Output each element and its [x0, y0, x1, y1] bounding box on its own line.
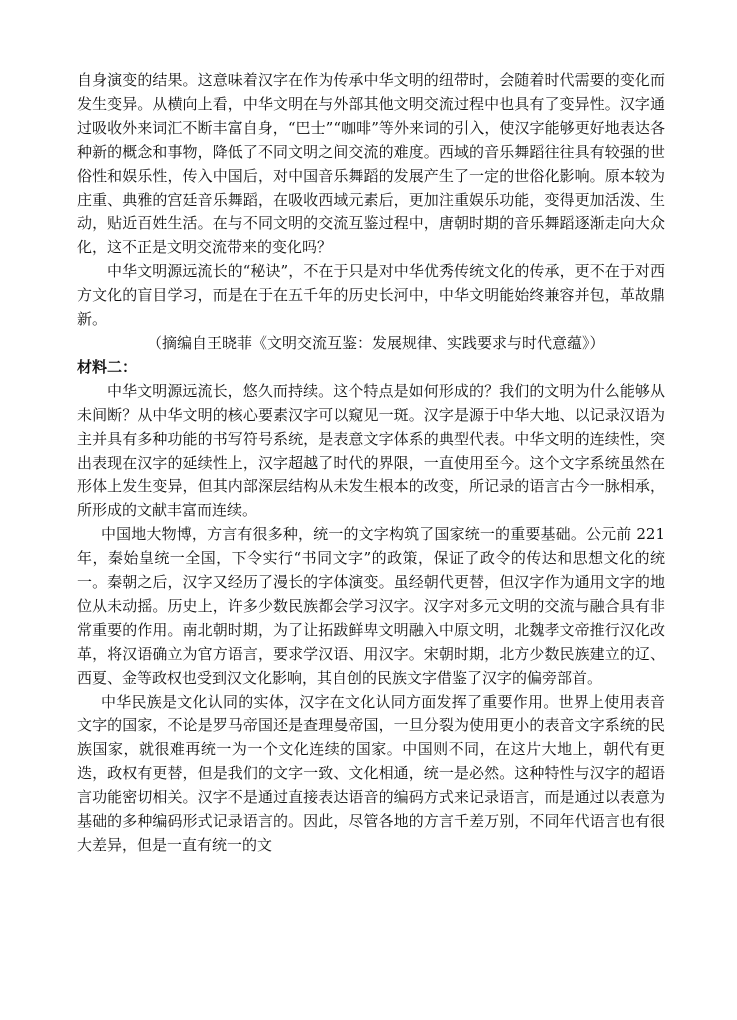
paragraph-cultural-identity: 中华民族是文化认同的实体，汉字在文化认同方面发挥了重要作用。世界上使用表音文字的国家，不论是罗马帝国还是查理曼帝国，一旦分裂为使用更小的表音文字系统的民族国家，就很难再统一为一个文化连续的国家。中国则不同，在这片大地上，朝代有更迭，政权有更替，但是我们的文字一致、文化相通，统一是必然。这种特性与汉字的超语言功能密切相关。汉字不是通过直接表达语音的编码方式来记录语言，而是通过以表意为基础的多种编码形式记录语言的。因此，尽管各地的方言千差万别，不同年代语言也有很大差异，但是一直有统一的文	[77, 692, 665, 854]
paragraph-continuity: 中华文明源远流长，悠久而持续。这个特点是如何形成的？我们的文明为什么能够从未间断？从中华文明的核心要素汉字可以窥见一斑。汉字是源于中华大地、以记录汉语为主并具有多种功能的书写符号系统，是表意文字体系的典型代表。中华文明的连续性，突出表现在汉字的延续性上，汉字超越了时代的界限，一直使用至今。这个文字系统虽然在形体上发生变异，但其内部深层结构从未发生根本的改变，所记录的语言古今一脉相承，所形成的文献丰富而连续。	[77, 381, 665, 520]
material-two-heading: 材料二：	[77, 357, 138, 376]
paragraph-material-one-continued: 自身演变的结果。这意味着汉字在作为传承中华文明的纽带时，会随着时代需要的变化而发生变异。从横向上看，中华文明在与外部其他文明交流过程中也具有了变异性。汉字通过吸收外来词汇不断丰富自身，“巴士”“咖啡”等外来词的引入，使汉字能够更好地表达各种新的概念和事物，降低了不同文明之间交流的难度。西域的音乐舞蹈往往具有较强的世俗性和娱乐性，传入中国后，对中国音乐舞蹈的发展产生了一定的世俗化影响。原本较为庄重、典雅的宫廷音乐舞蹈，在吸收西域元素后，更加注重娱乐功能，变得更加活泼、生动，贴近百姓生活。在与不同文明的交流互鉴过程中，唐朝时期的音乐舞蹈逐渐走向大众化，这不正是文明交流带来的变化吗？	[77, 71, 665, 257]
source-citation: （摘编自王晓菲《文明交流互鉴：发展规律、实践要求与时代意蕴》）	[147, 333, 605, 352]
document-page	[77, 69, 665, 858]
paragraph-secret-of-civilization: 中华文明源远流长的“秘诀”，不在于只是对中华优秀传统文化的传承，更不在于对西方文化的盲目学习，而是在于在五千年的历史长河中，中华文明能始终兼容并包，革故鼎新。	[77, 262, 665, 329]
paragraph-unified-script: 中国地大物博，方言有很多种，统一的文字构筑了国家统一的重要基础。公元前 221 年，秦始皇统一全国，下令实行“书同文字”的政策，保证了政令的传达和思想文化的统一。秦朝之后，汉字又经历了漫长的字体演变。虽经朝代更替，但汉字作为通用文字的地位从未动摇。历史上，许多少数民族都会学习汉字。汉字对多元文明的交流与融合具有非常重要的作用。南北朝时期，为了让拓跋鲜卑文明融入中原文明，北魏孝文帝推行汉化改革，将汉语确立为官方语言，要求学汉语、用汉字。宋朝时期，北方少数民族建立的辽、西夏、金等政权也受到汉文化影响，其自创的民族文字借鉴了汉字的偏旁部首。	[77, 525, 665, 687]
